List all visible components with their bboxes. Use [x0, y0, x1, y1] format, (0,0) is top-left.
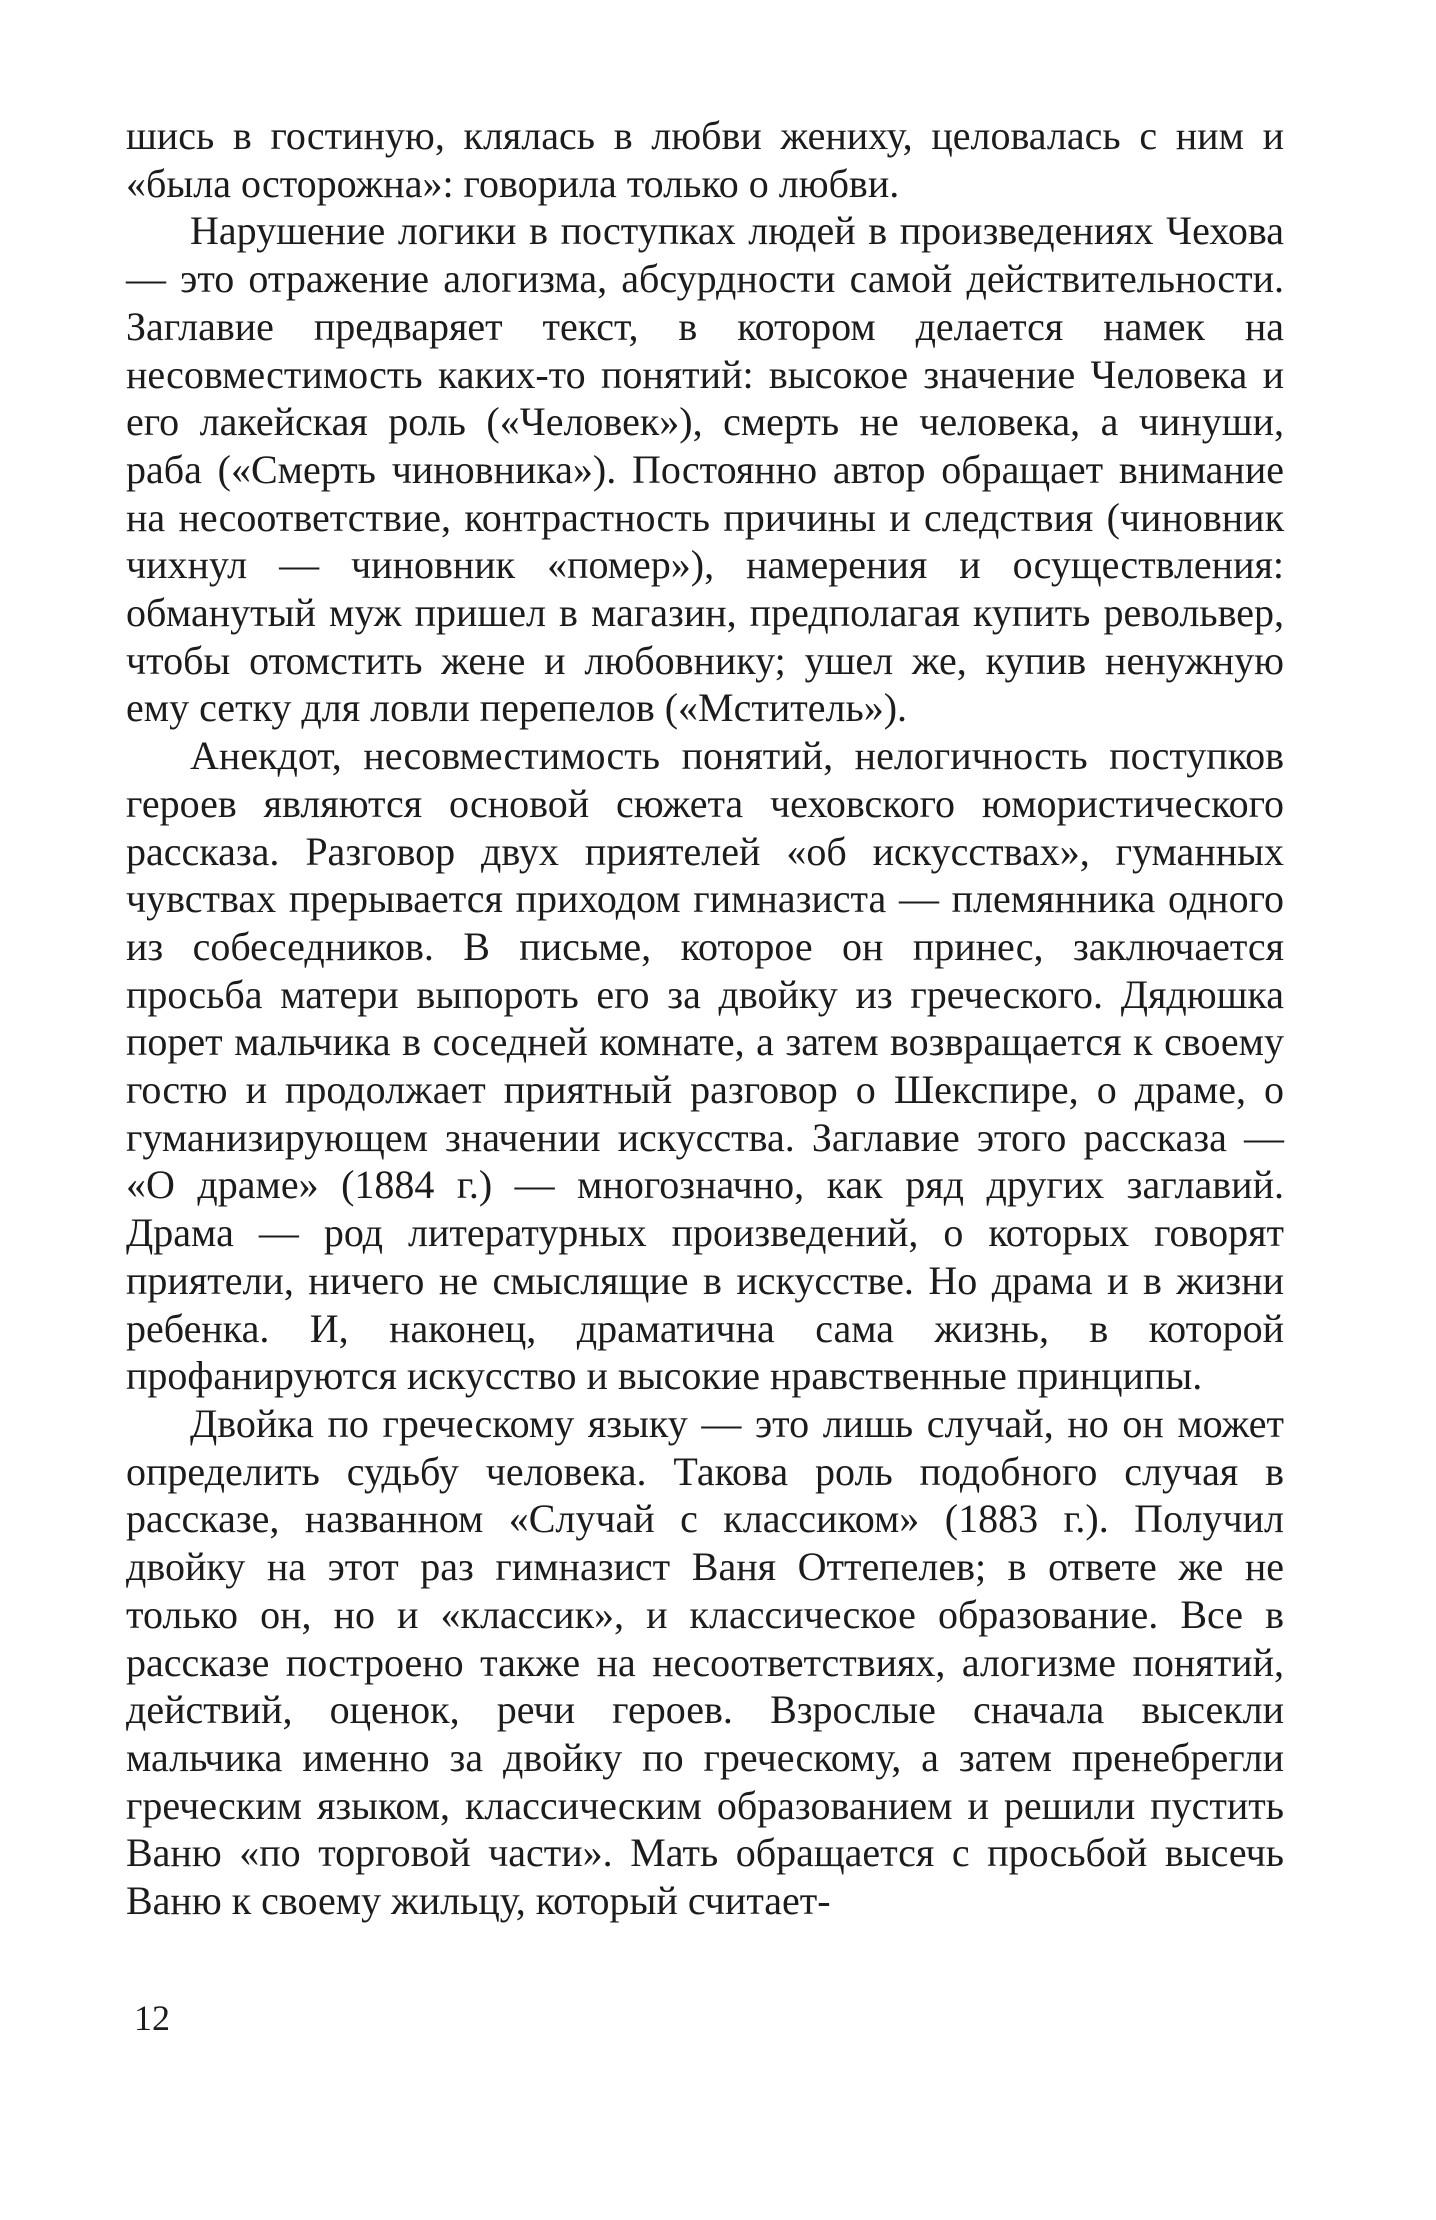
- paragraph: Двойка по греческому языку — это лишь случай, но он может определить судьбу человека. Такова роль подобного случая в рассказе, названном «Случай с классиком» (1883 г.). Получил двойку на этот раз гимназист Ваня Оттепелев; в ответе же не только он, но и «классик», и классическое образование. Все в рассказе построено также на несоответствиях, алогизме понятий, действий, оценок, речи героев. Взрослые сначала высекли мальчика именно за двойку по греческому, а затем пренебрегли греческим языком, классическим образованием и решили пустить Ваню «по торговой части». Мать обращается с просьбой высечь Ваню к своему жильцу, который считает-: [126, 1400, 1284, 1924]
- paragraph-continuation: шись в гостиную, клялась в любви жениху, целовалась с ним и «была осторожна»: говорила только о любви.: [126, 113, 1284, 206]
- paragraph: Нарушение логики в поступках людей в произведениях Чехова — это отражение алогизма, абсурдности самой действительности. Заглавие предваряет текст, в котором делается намек на несовместимость каких-то понятий: высокое значение Человека и его лакейская роль («Человек»), смерть не человека, а чинуши, раба («Смерть чиновника»). Постоянно автор обращает внимание на несоответствие, контрастность причины и следствия (чиновник чихнул — чиновник «помер»), намерения и осуществления: обманутый муж пришел в магазин, предполагая купить револьвер, чтобы отомстить жене и любовнику; ушел же, купив ненужную ему сетку для ловли перепелов («Мститель»).: [126, 208, 1284, 731]
- page-number: 12: [134, 1998, 170, 2038]
- paragraph: Анекдот, несовместимость понятий, нелогичность поступков героев являются основой сюжета чеховского юмористического рассказа. Разговор двух приятелей «об искусствах», гуманных чувствах прерывается приходом гимназиста — племянника одного из собеседников. В письме, которое он принес, заключается просьба матери выпороть его за двойку из греческого. Дядюшка порет мальчика в соседней комнате, а затем возвращается к своему гостю и продолжает приятный разговор о Шекспире, о драме, о гуманизирующем значении искусства. Заглавие этого рассказа — «О драме» (1884 г.) — многозначно, как ряд других заглавий. Драма — род литературных произведений, о которых говорят приятели, ничего не смыслящие в искусстве. Но драма и в жизни ребенка. И, наконец, драматична сама жизнь, в которой профанируются искусство и высокие нравственные принципы.: [126, 733, 1284, 1399]
- body-text: [126, 112, 1284, 1925]
